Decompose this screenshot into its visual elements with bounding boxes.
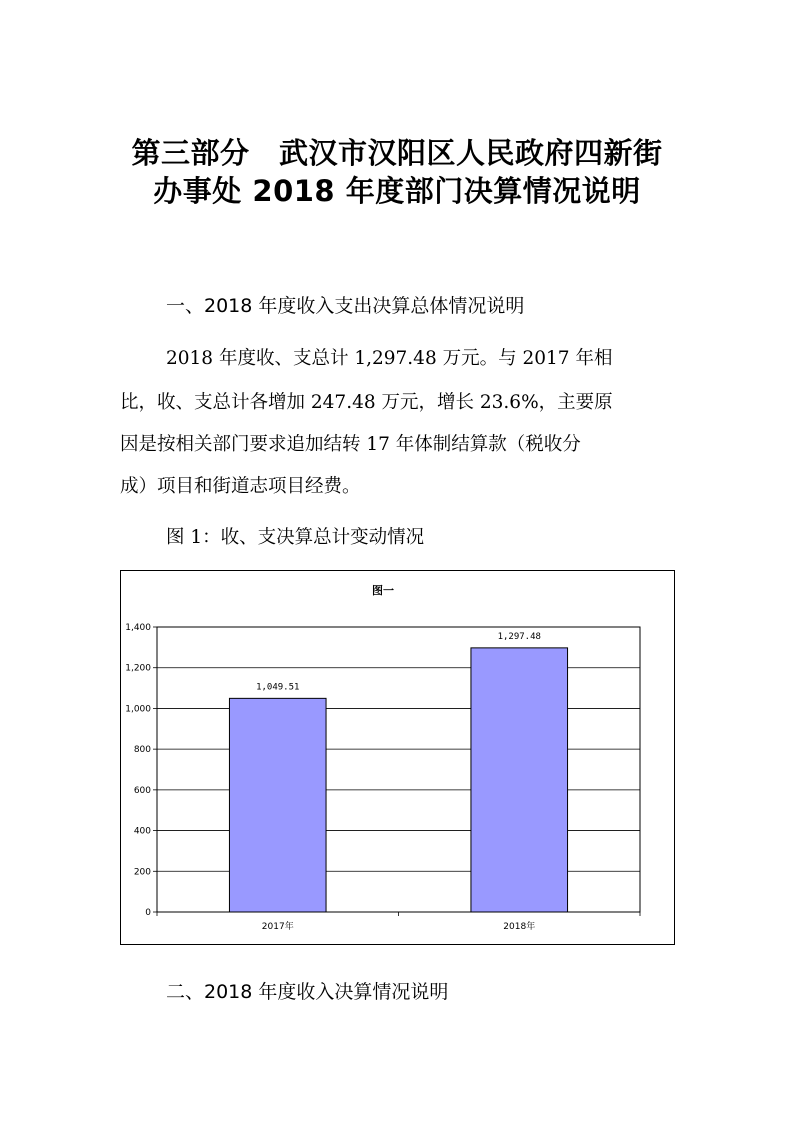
x-category-label: 2018年 (503, 922, 536, 932)
paragraph-line: 因是按相关部门要求追加结转 17 年体制结算款（税收分 (120, 434, 581, 455)
paragraph-line: 2018 年度收、支总计 1,297.48 万元。与 2017 年相 (166, 348, 613, 369)
y-tick-label: 1,200 (125, 663, 151, 674)
y-tick-label: 400 (133, 826, 151, 837)
y-tick-label: 0 (145, 908, 151, 918)
paragraph-line: 成）项目和街道志项目经费。 (120, 476, 361, 497)
chart-title: 图一 (372, 584, 394, 597)
section-heading-overview: 一、2018 年度收入支出决算总体情况说明 (166, 295, 525, 317)
section-heading-income: 二、2018 年度收入决算情况说明 (166, 981, 449, 1003)
data-label: 1,297.48 (497, 631, 541, 642)
y-tick-label: 1,400 (125, 623, 151, 633)
data-label: 1,049.51 (256, 682, 300, 693)
page-title-line-1: 第三部分 武汉市汉阳区人民政府四新街 (131, 136, 663, 170)
bar-chart (121, 571, 674, 944)
bar (229, 698, 326, 912)
page-title-line-2: 办事处 2018 年度部门决算情况说明 (153, 174, 641, 208)
y-tick-label: 600 (133, 785, 151, 796)
bar (471, 648, 568, 912)
y-tick-label: 800 (133, 745, 151, 756)
y-tick-label: 1,000 (125, 704, 151, 715)
plot-area (125, 623, 640, 932)
figure-caption: 图 1：收、支决算总计变动情况 (166, 527, 425, 548)
bar-chart-container (120, 570, 675, 945)
x-category-label: 2017年 (261, 922, 294, 932)
y-tick-label: 200 (133, 867, 151, 878)
paragraph-line: 比，收、支总计各增加 247.48 万元，增长 23.6%，主要原 (120, 392, 613, 413)
